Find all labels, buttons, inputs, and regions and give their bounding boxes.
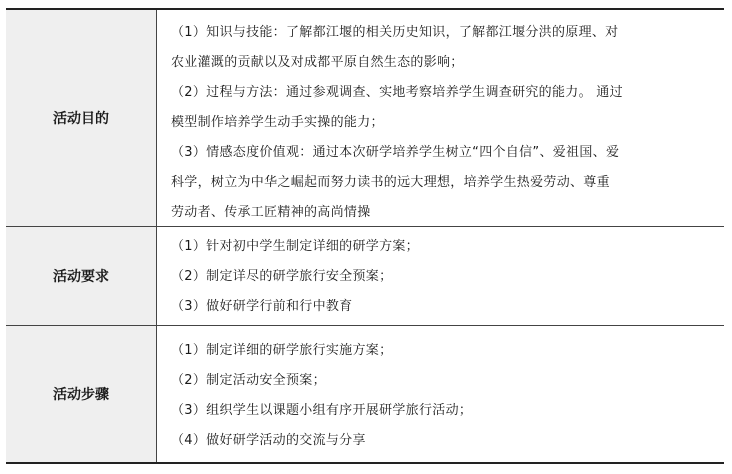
- content-line: （2）过程与方法：通过参观调查、实地考察培养学生调查研究的能力。 通过: [171, 85, 623, 100]
- content-line: 劳动者、传承工匠精神的高尚情操: [171, 205, 371, 220]
- content-line: （3）情感态度价值观：通过本次研学培养学生树立“四个自信”、爱祖国、爱: [171, 145, 620, 160]
- row-content: [157, 227, 724, 325]
- content-line: 科学，树立为中华之崛起而努力读书的远大理想，培养学生热爱劳动、尊重: [171, 175, 610, 190]
- content-line: （3）做好研学行前和行中教育: [171, 299, 353, 314]
- content-line: （2）制定详尽的研学旅行安全预案；: [171, 269, 393, 284]
- activity-table: [6, 8, 724, 464]
- content-line: （4）做好研学活动的交流与分享: [171, 433, 366, 448]
- row-content: [157, 10, 724, 226]
- content-line: 农业灌溉的贡献以及对成都平原自然生态的影响；: [171, 55, 464, 70]
- row-label: 活动目的: [6, 10, 157, 226]
- row-label: 活动步骤: [6, 326, 157, 462]
- content-line: （2）制定活动安全预案；: [171, 373, 326, 388]
- content-line: （1）知识与技能：了解都江堰的相关历史知识，了解都江堰分洪的原理、对: [171, 25, 619, 40]
- content-line: （1）针对初中学生制定详细的研学方案；: [171, 239, 419, 254]
- content-line: （1）制定详细的研学旅行实施方案；: [171, 343, 393, 358]
- row-content: [157, 326, 724, 462]
- content-line: 模型制作培养学生动手实操的能力；: [171, 115, 384, 130]
- table-row-purpose: [6, 10, 724, 226]
- table-row-requirements: [6, 226, 724, 325]
- row-label: 活动要求: [6, 227, 157, 325]
- table-row-steps: [6, 325, 724, 462]
- content-line: （3）组织学生以课题小组有序开展研学旅行活动；: [171, 403, 473, 418]
